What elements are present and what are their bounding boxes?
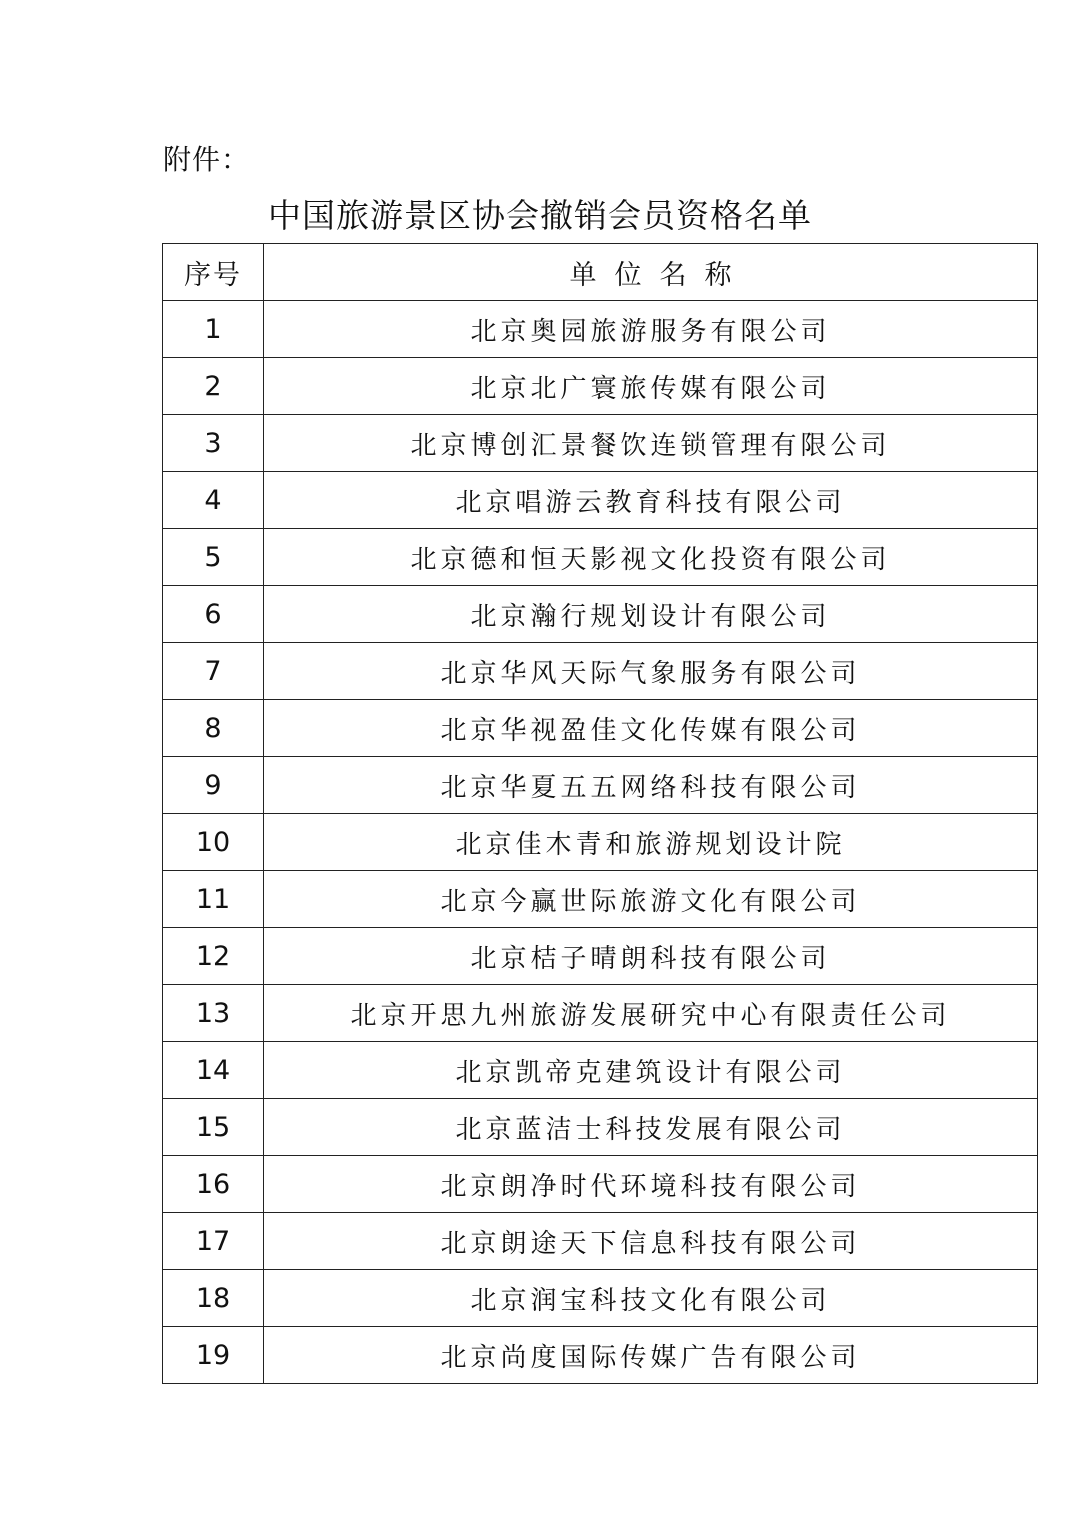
unit-name: 北京华夏五五网络科技有限公司 xyxy=(264,757,1038,814)
row-number: 4 xyxy=(163,472,264,529)
row-number: 16 xyxy=(163,1156,264,1213)
table-row xyxy=(163,1042,1038,1099)
attachment-label: 附件： xyxy=(163,143,251,176)
unit-name: 北京朗途天下信息科技有限公司 xyxy=(264,1213,1038,1270)
table-row xyxy=(163,985,1038,1042)
row-number: 13 xyxy=(163,985,264,1042)
row-number: 10 xyxy=(163,814,264,871)
table-row xyxy=(163,358,1038,415)
row-number: 17 xyxy=(163,1213,264,1270)
row-number: 15 xyxy=(163,1099,264,1156)
unit-name: 北京华风天际气象服务有限公司 xyxy=(264,643,1038,700)
unit-name: 北京佳木青和旅游规划设计院 xyxy=(264,814,1038,871)
header-unit-name: 单位名称 xyxy=(264,244,1038,301)
row-number: 7 xyxy=(163,643,264,700)
unit-name: 北京蓝洁士科技发展有限公司 xyxy=(264,1099,1038,1156)
table-row xyxy=(163,643,1038,700)
unit-name: 北京今赢世际旅游文化有限公司 xyxy=(264,871,1038,928)
table-row xyxy=(163,301,1038,358)
row-number: 8 xyxy=(163,700,264,757)
unit-name: 北京奥园旅游服务有限公司 xyxy=(264,301,1038,358)
row-number: 1 xyxy=(163,301,264,358)
unit-name: 北京润宝科技文化有限公司 xyxy=(264,1270,1038,1327)
row-number: 11 xyxy=(163,871,264,928)
table-row xyxy=(163,871,1038,928)
table-row xyxy=(163,700,1038,757)
row-number: 9 xyxy=(163,757,264,814)
unit-name: 北京凯帝克建筑设计有限公司 xyxy=(264,1042,1038,1099)
member-revocation-table xyxy=(162,243,1038,1384)
table-header-row xyxy=(163,244,1038,301)
row-number: 2 xyxy=(163,358,264,415)
unit-name: 北京开思九州旅游发展研究中心有限责任公司 xyxy=(264,985,1038,1042)
table-row xyxy=(163,1327,1038,1384)
table-row xyxy=(163,1213,1038,1270)
row-number: 3 xyxy=(163,415,264,472)
table-row xyxy=(163,814,1038,871)
row-number: 18 xyxy=(163,1270,264,1327)
unit-name: 北京朗净时代环境科技有限公司 xyxy=(264,1156,1038,1213)
unit-name: 北京瀚行规划设计有限公司 xyxy=(264,586,1038,643)
table-row xyxy=(163,1156,1038,1213)
table-row xyxy=(163,472,1038,529)
unit-name: 北京博创汇景餐饮连锁管理有限公司 xyxy=(264,415,1038,472)
table-row xyxy=(163,586,1038,643)
row-number: 6 xyxy=(163,586,264,643)
unit-name: 北京德和恒天影视文化投资有限公司 xyxy=(264,529,1038,586)
page-title: 中国旅游景区协会撤销会员资格名单 xyxy=(268,196,812,235)
header-serial-number: 序号 xyxy=(163,244,264,301)
row-number: 12 xyxy=(163,928,264,985)
table-row xyxy=(163,415,1038,472)
unit-name: 北京北广寰旅传媒有限公司 xyxy=(264,358,1038,415)
unit-name: 北京华视盈佳文化传媒有限公司 xyxy=(264,700,1038,757)
row-number: 14 xyxy=(163,1042,264,1099)
unit-name: 北京唱游云教育科技有限公司 xyxy=(264,472,1038,529)
table-row xyxy=(163,928,1038,985)
row-number: 5 xyxy=(163,529,264,586)
table-row xyxy=(163,1099,1038,1156)
unit-name: 北京尚度国际传媒广告有限公司 xyxy=(264,1327,1038,1384)
table-row xyxy=(163,757,1038,814)
row-number: 19 xyxy=(163,1327,264,1384)
unit-name: 北京桔子晴朗科技有限公司 xyxy=(264,928,1038,985)
table-row xyxy=(163,529,1038,586)
table-row xyxy=(163,1270,1038,1327)
